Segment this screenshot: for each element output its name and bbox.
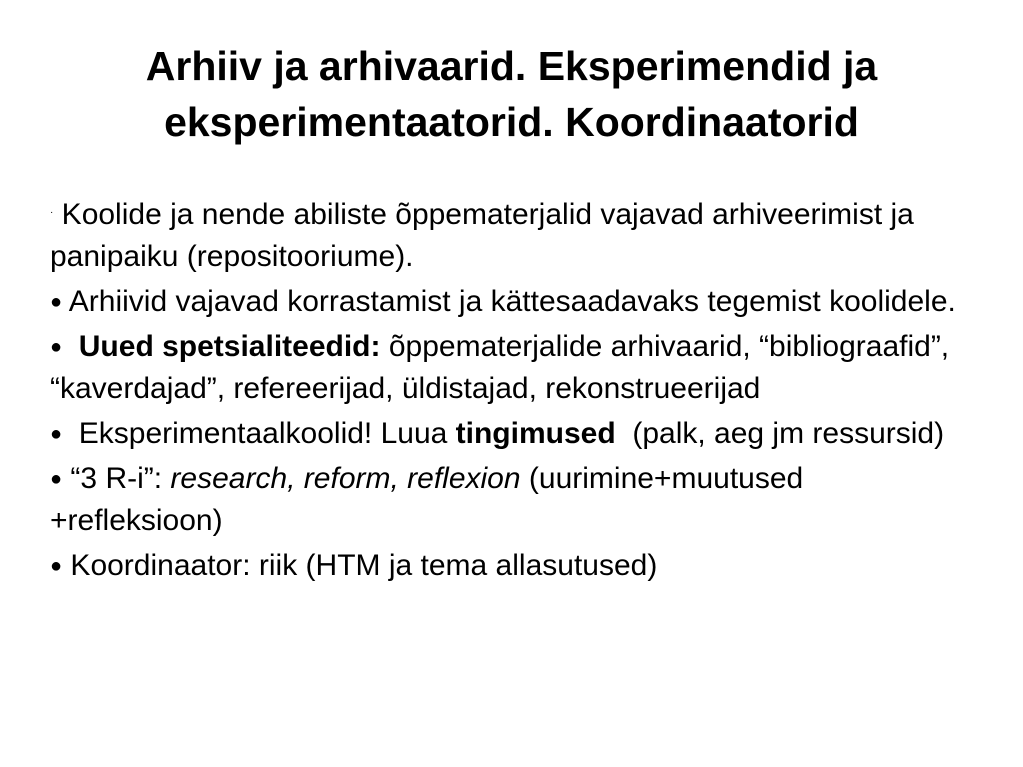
bullet-marker: ● [50,468,63,490]
bullet-item-2 [50,281,980,323]
slide-title [40,38,983,150]
bullet-bold-text: Uued spetsialiteedid: [78,330,381,363]
bullet-item-6 [50,545,980,587]
bullet-marker: ● [50,291,63,313]
bullet-text-post: (palk, aeg jm ressursid) [615,417,945,450]
bullet-item-3 [50,326,980,410]
bullet-text-pre: Eksperimentaalkoolid! Luua [78,417,456,450]
bullet-item-5 [50,458,980,542]
bullet-text: õppematerjalide arhivaarid, “bibliograafid”, “kaverdajad”, refereerijad, üldistajad, rekonstrueerijad [50,330,950,405]
bullet-text: Koolide ja nende abiliste õppematerjalid vajavad arhiveerimist ja panipaiku (repositooriume). [50,198,914,273]
bullet-marker-small: · [50,207,54,218]
slide-title-line-2: eksperimentaatorid. Koordinaatorid [164,99,859,145]
bullet-list [50,192,980,590]
bullet-marker: ● [50,336,63,358]
bullet-text-pre: “3 R-i”: [62,462,171,495]
bullet-item-4 [50,413,980,455]
bullet-text-post: (uurimine+muutused +refleksioon) [50,462,804,537]
bullet-italic-text: research, reform, reflexion [170,462,521,495]
slide-title-line-1: Arhiiv ja arhivaarid. Eksperimendid ja [145,43,878,89]
bullet-text: Arhiivid vajavad korrastamist ja kättesaadavaks tegemist koolidele. [62,285,956,318]
bullet-bold-text: tingimused [455,417,616,450]
bullet-text: Koordinaator: riik (HTM ja tema allasutused) [62,549,658,582]
bullet-marker: ● [50,555,63,577]
bullet-marker: ● [50,423,63,445]
bullet-item-1 [50,192,980,278]
